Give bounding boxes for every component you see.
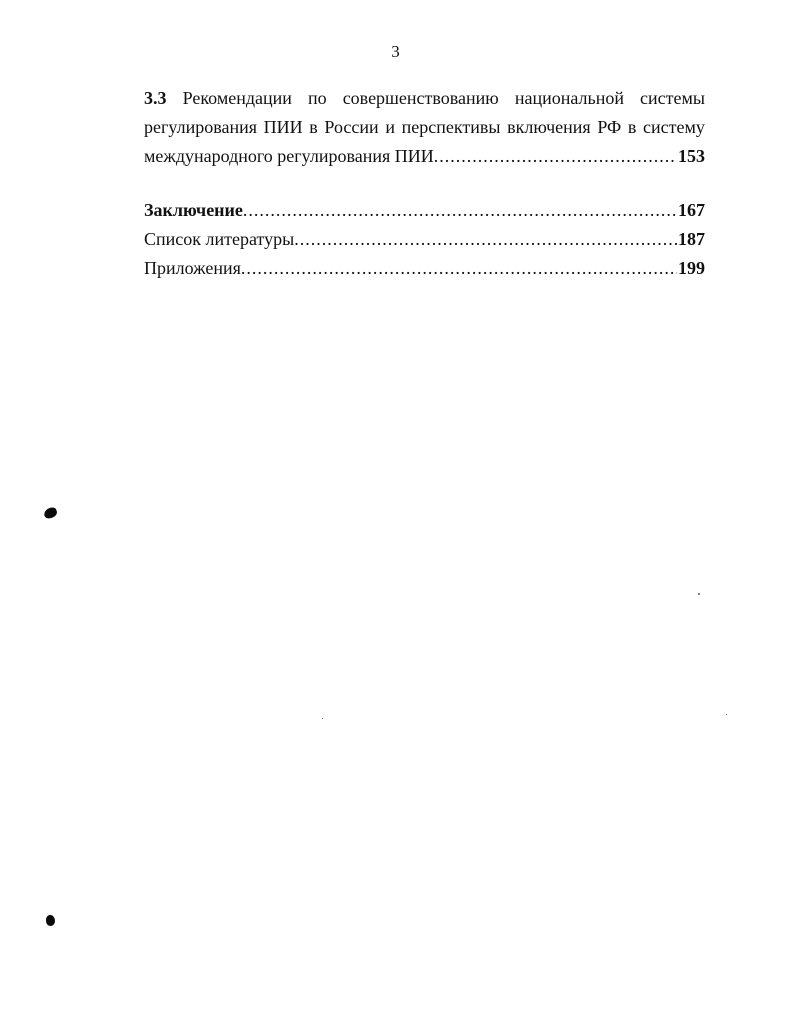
section-word: регулирования: [144, 117, 257, 137]
section-word: национальной: [514, 88, 624, 108]
toc-section-3-3: [144, 84, 705, 171]
section-word: ПИИ: [263, 117, 303, 137]
section-word: и: [385, 117, 395, 137]
toc-entry-appendices: [144, 254, 705, 283]
section-word: Рекомендации: [182, 88, 292, 108]
section-title-end: международного регулирования ПИИ: [144, 146, 434, 166]
leader-dots: [241, 254, 677, 283]
section-word: по: [307, 88, 327, 108]
entry-title: Заключение: [144, 200, 243, 220]
toc-section-line-3: [144, 142, 705, 171]
page-number: 3: [391, 42, 400, 61]
section-word: перспективы: [401, 117, 501, 137]
page-ref: 153: [678, 146, 705, 166]
toc-section-line-2: [144, 113, 705, 142]
section-word: совершенствованию: [342, 88, 499, 108]
section-word: России: [324, 117, 379, 137]
entry-title: Приложения: [144, 258, 241, 278]
section-number: 3.3: [144, 88, 167, 108]
toc-section-line-1: [144, 84, 705, 113]
toc-entry-conclusion: [144, 196, 705, 225]
section-word: систему: [643, 117, 705, 137]
scan-blot: [46, 915, 55, 926]
scan-speck: [726, 714, 727, 715]
page-ref: 187: [678, 229, 705, 249]
leader-dots: [294, 225, 677, 254]
section-word: РФ: [597, 117, 622, 137]
section-word: в: [627, 117, 637, 137]
leader-dots: [434, 142, 677, 171]
table-of-contents: [144, 84, 705, 283]
toc-entry-references: [144, 225, 705, 254]
page-ref: 167: [678, 200, 705, 220]
scan-speck: [322, 718, 323, 719]
section-word: в: [309, 117, 318, 137]
scan-blot: [43, 506, 58, 520]
scan-speck: [698, 593, 700, 595]
section-word: включения: [507, 117, 591, 137]
page-ref: 199: [678, 258, 705, 278]
section-word: системы: [640, 88, 705, 108]
leader-dots: [243, 196, 677, 225]
entry-title: Список литературы: [144, 229, 295, 249]
